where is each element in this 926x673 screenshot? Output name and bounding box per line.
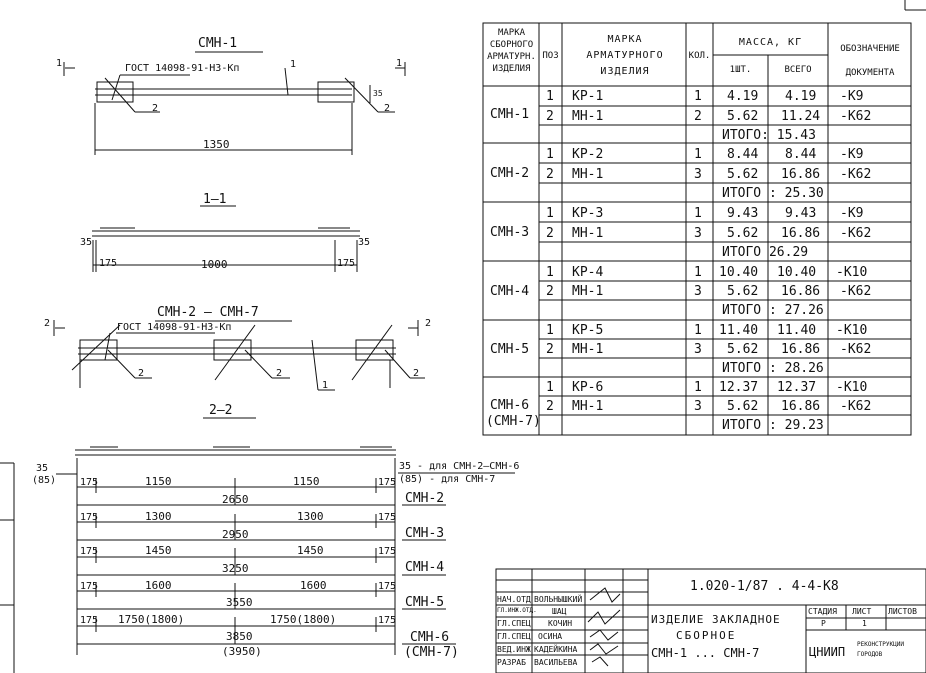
title-block-role: ГЛ.СПЕЦ bbox=[497, 632, 531, 641]
dim-row-right: 175 bbox=[378, 477, 397, 488]
spec-cell-doc: -К62 bbox=[840, 399, 872, 414]
spec-cell-doc: -К62 bbox=[840, 109, 872, 124]
dim-row-a: 1600 bbox=[145, 579, 172, 592]
section22-title: 2—2 bbox=[209, 403, 233, 418]
spec-cell-doc: -К10 bbox=[836, 380, 868, 395]
dim-row-right: 175 bbox=[378, 546, 397, 557]
title-block-role: НАЧ.ОТД bbox=[497, 595, 531, 604]
section11-dim-35-right: 35 bbox=[358, 237, 371, 248]
smn1-cut-left: 1 bbox=[56, 58, 63, 69]
dim-row-a: 1750(1800) bbox=[118, 613, 185, 626]
spec-cell-one: 10.40 bbox=[719, 265, 759, 280]
spec-cell-item: КР-3 bbox=[572, 206, 604, 221]
spec-cell-doc: -К10 bbox=[836, 265, 868, 280]
smn27-gost: ГОСТ 14098-91-Н3-Кп bbox=[117, 322, 232, 333]
dim-row-left: 175 bbox=[80, 477, 99, 488]
dim-row-mark: СМН-5 bbox=[405, 595, 445, 610]
smn1-pos1: 1 bbox=[290, 59, 297, 70]
spec-cell-qty: 1 bbox=[694, 323, 702, 338]
spec-cell-item: КР-4 bbox=[572, 265, 604, 280]
section11-dim-1000: 1000 bbox=[201, 258, 228, 271]
spec-cell-qty: 2 bbox=[694, 109, 702, 124]
spec-cell-item: КР-5 bbox=[572, 323, 604, 338]
spec-cell-total: 11.40 bbox=[777, 323, 817, 338]
title-block-org: ЦНИИП bbox=[809, 645, 846, 659]
smn27-pos2a: 2 bbox=[138, 368, 145, 379]
spec-cell-total: 16.86 bbox=[781, 342, 821, 357]
spec-cell-doc: -К62 bbox=[840, 167, 872, 182]
smn1-pos2b: 2 bbox=[384, 103, 391, 114]
smn1-gost: ГОСТ 14098-91-Н3-Кп bbox=[125, 63, 240, 74]
spec-cell-total: 9.43 bbox=[785, 206, 817, 221]
dim-row-mark: СМН-3 bbox=[405, 526, 445, 541]
dim-row-left: 175 bbox=[80, 615, 99, 626]
dim-row-mark: СМН-4 bbox=[405, 560, 445, 575]
spec-cell-pos: 1 bbox=[546, 89, 554, 104]
title-block-sheet: 1 bbox=[862, 619, 867, 628]
smn27-cut-right: 2 bbox=[425, 318, 432, 329]
dim-row-right: 175 bbox=[378, 581, 397, 592]
spec-cell-item: МН-1 bbox=[572, 167, 604, 182]
spec-cell-item: МН-1 bbox=[572, 226, 604, 241]
spec-cell-pos: 1 bbox=[546, 380, 554, 395]
dim-row-mark: СМН-2 bbox=[405, 491, 445, 506]
spec-cell-total: 16.86 bbox=[781, 399, 821, 414]
dim-row-total: 2950 bbox=[222, 528, 249, 541]
title-block-name: ОСИНА bbox=[538, 632, 563, 641]
spec-cell-one: 5.62 bbox=[727, 342, 759, 357]
smn1-dim-1350: 1350 bbox=[203, 138, 230, 151]
smn1-dim-35: 35 bbox=[373, 89, 383, 98]
spec-group-mark-alt: (СМН-7) bbox=[486, 414, 541, 429]
spec-cell-total: 16.86 bbox=[781, 284, 821, 299]
section11-dim-35-left: 35 bbox=[80, 237, 93, 248]
spec-cell-total: 12.37 bbox=[777, 380, 817, 395]
spec-cell-qty: 1 bbox=[694, 89, 702, 104]
spec-cell-doc: -К9 bbox=[840, 147, 864, 162]
smn1-pos2a: 2 bbox=[152, 103, 159, 114]
spec-cell-item: КР-6 bbox=[572, 380, 604, 395]
title-block-role: ГЛ.ИНЖ.ОТД. bbox=[497, 607, 537, 614]
title-block-stage: Р bbox=[821, 619, 826, 628]
dim-row-total: 3850 bbox=[226, 630, 253, 643]
dim-row-mark: СМН-6 bbox=[410, 630, 450, 645]
spec-cell-pos: 2 bbox=[546, 284, 554, 299]
spec-cell-one: 5.62 bbox=[727, 399, 759, 414]
spec-cell-one: 5.62 bbox=[727, 109, 759, 124]
title-block-org-sub1: РЕКОНСТРУКЦИИ bbox=[857, 641, 904, 648]
smn1-cut-right: 1 bbox=[396, 58, 403, 69]
title-block-role: ВЕД.ИНЖ bbox=[497, 645, 531, 654]
spec-cell-one: 9.43 bbox=[727, 206, 759, 221]
spec-cell-item: МН-1 bbox=[572, 109, 604, 124]
spec-sum: ИТОГО : 29.23 bbox=[722, 418, 824, 433]
spec-cell-one: 4.19 bbox=[727, 89, 759, 104]
spec-cell-item: КР-2 bbox=[572, 147, 604, 162]
spec-cell-pos: 2 bbox=[546, 109, 554, 124]
smn27-pos2c: 2 bbox=[413, 368, 420, 379]
section11-title: 1—1 bbox=[203, 192, 227, 207]
spec-cell-one: 8.44 bbox=[727, 147, 759, 162]
spec-cell-total: 16.86 bbox=[781, 167, 821, 182]
spec-cell-one: 5.62 bbox=[727, 226, 759, 241]
spec-cell-qty: 3 bbox=[694, 342, 702, 357]
spec-cell-doc: -К62 bbox=[840, 342, 872, 357]
spec-cell-pos: 2 bbox=[546, 167, 554, 182]
spec-header-mass-total: ВСЕГО bbox=[784, 65, 812, 75]
title-block-line2: СБОРНОЕ bbox=[676, 629, 737, 642]
spec-sum: ИТОГО : 25.30 bbox=[722, 186, 824, 201]
spec-cell-qty: 3 bbox=[694, 399, 702, 414]
dim-row-left: 175 bbox=[80, 581, 99, 592]
title-block-line3: СМН-1 ... СМН-7 bbox=[651, 646, 760, 660]
spec-cell-total: 16.86 bbox=[781, 226, 821, 241]
dim-row-b: 1150 bbox=[293, 475, 320, 488]
spec-cell-doc: -К9 bbox=[840, 206, 864, 221]
section22-note1: 35 - для СМН-2–СМН-6 bbox=[399, 461, 520, 472]
spec-cell-doc: -К62 bbox=[840, 226, 872, 241]
dim-row-b: 1750(1800) bbox=[270, 613, 337, 626]
dim-row-left: 175 bbox=[80, 512, 99, 523]
spec-cell-qty: 1 bbox=[694, 380, 702, 395]
spec-cell-total: 4.19 bbox=[785, 89, 817, 104]
section11-dim-175-right: 175 bbox=[337, 258, 356, 269]
spec-cell-qty: 3 bbox=[694, 167, 702, 182]
spec-cell-one: 5.62 bbox=[727, 167, 759, 182]
spec-cell-pos: 2 bbox=[546, 399, 554, 414]
spec-cell-item: МН-1 bbox=[572, 399, 604, 414]
spec-cell-qty: 1 bbox=[694, 147, 702, 162]
spec-cell-one: 5.62 bbox=[727, 284, 759, 299]
spec-sum: ИТОГО : 28.26 bbox=[722, 361, 824, 376]
spec-header-pos: ПОЗ bbox=[542, 51, 559, 61]
smn1-title: СМН-1 bbox=[198, 36, 238, 51]
spec-header-rebar: МАРКА АРМАТУРНОГО ИЗДЕЛИЯ bbox=[586, 34, 664, 77]
spec-cell-pos: 1 bbox=[546, 147, 554, 162]
dim-row-right: 175 bbox=[378, 615, 397, 626]
spec-group-mark: СМН-2 bbox=[490, 166, 530, 181]
spec-header-qty: КОЛ. bbox=[688, 51, 711, 61]
spec-group-mark: СМН-1 bbox=[490, 107, 530, 122]
dim-row-total-alt: (3950) bbox=[222, 645, 262, 658]
smn27-title: СМН-2 — СМН-7 bbox=[157, 305, 259, 320]
title-block-org-sub2: ГОРОДОВ bbox=[857, 651, 883, 658]
title-block-stage-label: СТАДИЯ bbox=[808, 607, 837, 616]
title-block-code: 1.020-1/87 . 4-4-К8 bbox=[690, 579, 839, 594]
spec-group-mark: СМН-3 bbox=[490, 225, 530, 240]
dim-row-a: 1450 bbox=[145, 544, 172, 557]
spec-cell-item: МН-1 bbox=[572, 342, 604, 357]
spec-cell-pos: 1 bbox=[546, 206, 554, 221]
spec-cell-item: КР-1 bbox=[572, 89, 604, 104]
spec-sum: ИТОГО 26.29 bbox=[722, 245, 809, 260]
spec-cell-qty: 1 bbox=[694, 206, 702, 221]
title-block-name: КАДЕЙКИНА bbox=[534, 645, 578, 654]
spec-cell-doc: -К62 bbox=[840, 284, 872, 299]
section11-dim-175-left: 175 bbox=[99, 258, 118, 269]
spec-sum: ИТОГО : 27.26 bbox=[722, 303, 824, 318]
spec-cell-total: 8.44 bbox=[785, 147, 817, 162]
section22-dim-85: (85) bbox=[32, 475, 57, 486]
spec-group-mark: СМН-4 bbox=[490, 284, 530, 299]
spec-cell-qty: 1 bbox=[694, 265, 702, 280]
dim-row-b: 1300 bbox=[297, 510, 324, 523]
spec-sum: ИТОГО: 15.43 bbox=[722, 128, 816, 143]
title-block-name: ВОЛЬНЫШКИЙ bbox=[534, 595, 583, 604]
spec-cell-qty: 3 bbox=[694, 284, 702, 299]
dim-row-total: 3250 bbox=[222, 562, 249, 575]
title-block-role: ГЛ.СПЕЦ bbox=[497, 619, 531, 628]
dim-row-mark-alt: (СМН-7) bbox=[404, 645, 459, 660]
spec-cell-pos: 1 bbox=[546, 323, 554, 338]
title-block-sheet-label: ЛИСТ bbox=[852, 607, 872, 616]
spec-cell-total: 10.40 bbox=[777, 265, 817, 280]
dim-row-left: 175 bbox=[80, 546, 99, 557]
dim-row-b: 1600 bbox=[300, 579, 327, 592]
spec-header-doc: ОБОЗНАЧЕНИЕ ДОКУМЕНТА bbox=[840, 44, 900, 78]
spec-cell-total: 11.24 bbox=[781, 109, 821, 124]
spec-cell-item: МН-1 bbox=[572, 284, 604, 299]
spec-cell-one: 11.40 bbox=[719, 323, 759, 338]
dim-row-total: 2650 bbox=[222, 493, 249, 506]
spec-cell-qty: 3 bbox=[694, 226, 702, 241]
title-block-name: КОЧИН bbox=[548, 619, 573, 628]
spec-header-mass-one: 1ШТ. bbox=[729, 65, 752, 75]
spec-cell-doc: -К9 bbox=[840, 89, 864, 104]
smn27-cut-left: 2 bbox=[44, 318, 51, 329]
spec-cell-pos: 2 bbox=[546, 342, 554, 357]
dim-row-total: 3550 bbox=[226, 596, 253, 609]
dim-row-a: 1300 bbox=[145, 510, 172, 523]
dim-row-b: 1450 bbox=[297, 544, 324, 557]
title-block-line1: ИЗДЕЛИЕ ЗАКЛАДНОЕ bbox=[651, 613, 781, 626]
spec-header-product: МАРКА СБОРНОГО АРМАТУРН. ИЗДЕЛИЯ bbox=[487, 28, 536, 74]
smn27-pos2b: 2 bbox=[276, 368, 283, 379]
title-block-sheets-label: ЛИСТОВ bbox=[888, 607, 917, 616]
dim-row-right: 175 bbox=[378, 512, 397, 523]
title-block-name: ВАСИЛЬЕВА bbox=[534, 658, 578, 667]
spec-cell-doc: -К10 bbox=[836, 323, 868, 338]
spec-cell-pos: 2 bbox=[546, 226, 554, 241]
title-block-role: РАЗРАБ bbox=[497, 658, 526, 667]
spec-group-mark: СМН-6 bbox=[490, 398, 530, 413]
title-block-name: ШАЦ bbox=[552, 607, 567, 616]
spec-cell-one: 12.37 bbox=[719, 380, 759, 395]
section22-note2: (85) - для СМН-7 bbox=[399, 474, 496, 485]
section22-dim-35: 35 bbox=[36, 463, 49, 474]
dim-row-a: 1150 bbox=[145, 475, 172, 488]
spec-cell-pos: 1 bbox=[546, 265, 554, 280]
spec-group-mark: СМН-5 bbox=[490, 342, 530, 357]
spec-header-mass: МАССА, КГ bbox=[738, 37, 803, 48]
smn27-pos1: 1 bbox=[322, 380, 329, 391]
